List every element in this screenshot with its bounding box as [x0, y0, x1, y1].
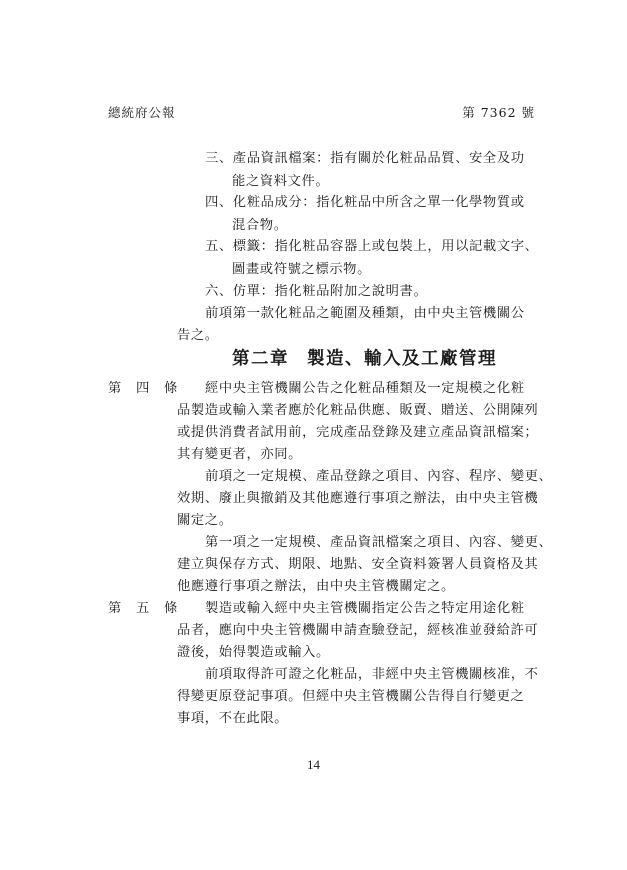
item-3-line-1: 三、產品資訊檔案：指有關於化粧品品質、安全及功 [205, 151, 525, 166]
chapter-heading [232, 345, 497, 370]
article-5-p2-line-1: 前項取得許可證之化粧品，非經中央主管機關核准，不 [205, 667, 539, 682]
closing-para-line-1: 前項第一款化粧品之範圍及種類，由中央主管機關公 [205, 306, 525, 321]
article-5-p1-line-3: 證後，始得製造或輸入。 [177, 645, 330, 660]
article-4-p1-line-1: 經中央主管機關公告之化粧品種類及一定規模之化粧 [205, 381, 525, 396]
item-5-line-1: 五、標籤：指化粧品容器上或包裝上，用以記載文字、 [205, 239, 539, 254]
article-4-p2-line-2: 效期、廢止與撤銷及其他應遵行事項之辦法，由中央主管機 [177, 491, 539, 506]
page-number: 14 [307, 757, 320, 772]
chapter-number: 第二章 [232, 349, 289, 369]
gazette-title: 總統府公報 [108, 105, 176, 120]
article-4-p2-line-1: 前項之一定規模、產品登錄之項目、內容、程序、變更、 [205, 469, 553, 484]
item-5-line-2: 圖畫或符號之標示物。 [232, 262, 371, 277]
article-4-p3-line-3: 他應遵行事項之辦法，由中央主管機關定之。 [177, 579, 455, 594]
article-4-p1-line-3: 或提供消費者試用前，完成產品登錄及建立產品資訊檔案； [177, 425, 539, 440]
chapter-title: 製造、輸入及工廠管理 [307, 349, 497, 369]
article-4-p3-line-1: 第一項之一定規模、產品資訊檔案之項目、內容、變更、 [205, 535, 553, 550]
article-4-p1-line-2: 品製造或輸入業者應於化粧品供應、販賣、贈送、公開陳列 [177, 403, 539, 418]
article-5-p2-line-3: 事項，不在此限。 [177, 711, 289, 726]
issue-number: 第 7362 號 [462, 105, 535, 120]
closing-para-line-2: 告之。 [177, 328, 219, 343]
article-4-p2-line-3: 關定之。 [177, 513, 233, 528]
article-5-p2-line-2: 得變更原登記事項。但經中央主管機關公告得自行變更之 [177, 689, 525, 704]
item-4-line-2: 混合物。 [232, 218, 288, 233]
article-4-label: 第 四 條 [108, 381, 178, 396]
article-4-p1-line-4: 其有變更者，亦同。 [177, 447, 303, 462]
article-4-p3-line-2: 建立與保存方式、期限、地點、安全資料簽署人員資格及其 [177, 557, 539, 572]
article-5-p1-line-2: 品者，應向中央主管機關申請查驗登記，經核准並發給許可 [177, 623, 539, 638]
item-6-line-1: 六、仿單：指化粧品附加之說明書。 [205, 284, 428, 299]
item-4-line-1: 四、化粧品成分：指化粧品中所含之單一化學物質或 [205, 195, 525, 210]
article-5-p1-line-1: 製造或輸入經中央主管機關指定公告之特定用途化粧 [205, 601, 525, 616]
item-3-line-2: 能之資料文件。 [232, 174, 330, 189]
article-5-label: 第 五 條 [108, 601, 178, 616]
